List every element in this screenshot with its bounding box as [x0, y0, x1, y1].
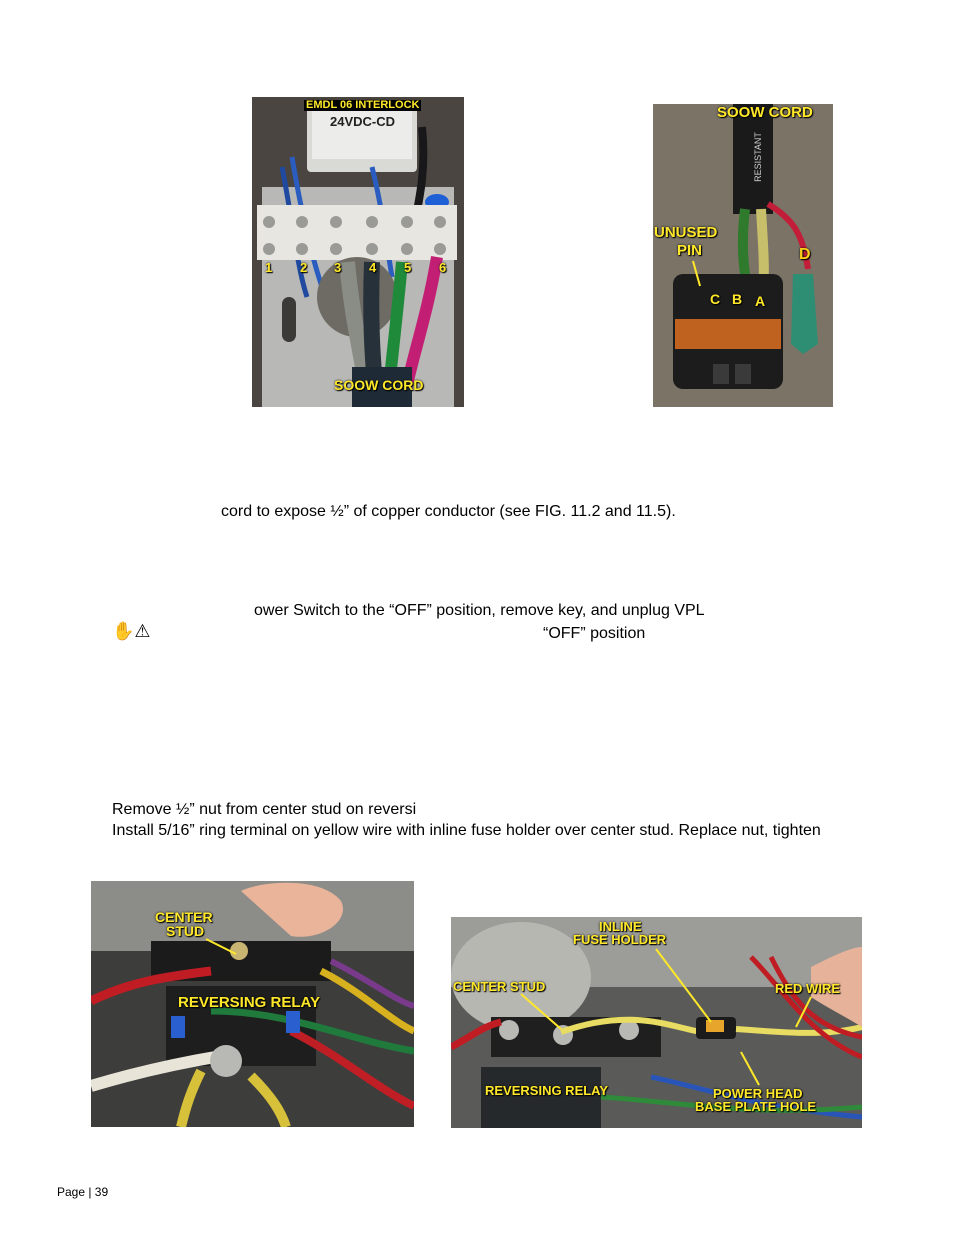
cord-print-text: RESISTANT — [752, 132, 763, 182]
warning-icons: ✋⚠ — [112, 621, 151, 642]
terminal-number: 1 — [265, 260, 273, 275]
reversing-relay-label: REVERSING RELAY — [485, 1083, 609, 1098]
relay-photo — [91, 881, 414, 1127]
terminal-number: 2 — [300, 260, 308, 275]
connector-photo — [653, 104, 833, 407]
instruction-line: cord to expose ½” of copper conductor (see FIG. 11.2 and 11.5). — [221, 503, 676, 520]
pin-d-label: D — [799, 246, 811, 263]
pin-c-label: C — [710, 291, 721, 307]
power-head-label-line2: BASE PLATE HOLE — [695, 1099, 817, 1114]
power-head-label-line1: POWER HEAD — [713, 1086, 803, 1101]
terminal-number: 6 — [439, 260, 447, 275]
inline-fuse-label-line2: FUSE HOLDER — [573, 932, 667, 947]
callout-lines — [451, 917, 862, 1128]
red-wire-label: RED WIRE — [775, 981, 840, 996]
interlock-part-text: 24VDC-CD — [330, 114, 396, 129]
center-stud-label-line2: STUD — [166, 923, 205, 939]
center-stud-label: CENTER STUD — [453, 979, 546, 994]
instruction-line: Install 5/16” ring terminal on yellow wire with inline fuse holder over center stud. Replace nut, tighten — [112, 822, 821, 839]
instruction-line: ower Switch to the “OFF” position, remove key, and unplug VPL — [254, 602, 705, 619]
terminal-number: 4 — [369, 260, 377, 275]
instruction-line: “OFF” position — [543, 625, 646, 642]
inline-fuse-label-line1: INLINE — [599, 919, 642, 934]
instruction-line: Remove ½” nut from center stud on reversi — [112, 801, 417, 818]
reversing-relay-label: REVERSING RELAY — [178, 994, 320, 1011]
pin-a-label: A — [755, 293, 766, 309]
terminal-number: 5 — [404, 260, 412, 275]
soow-cord-label: SOOW CORD — [717, 104, 813, 121]
page-number: Page | 39 — [57, 1185, 109, 1199]
terminal-number: 3 — [334, 260, 342, 275]
interlock-photo — [252, 97, 464, 407]
unused-pin-label-line2: PIN — [677, 242, 703, 259]
interlock-photo-art — [252, 97, 464, 407]
soow-cord-label: SOOW CORD — [334, 377, 424, 393]
fuse-holder-photo — [451, 917, 862, 1128]
unused-pin-label-line1: UNUSED — [654, 224, 718, 241]
pin-b-label: B — [732, 291, 743, 307]
interlock-label: EMDL 06 INTERLOCK — [306, 99, 420, 111]
center-stud-label-line1: CENTER — [155, 909, 213, 925]
